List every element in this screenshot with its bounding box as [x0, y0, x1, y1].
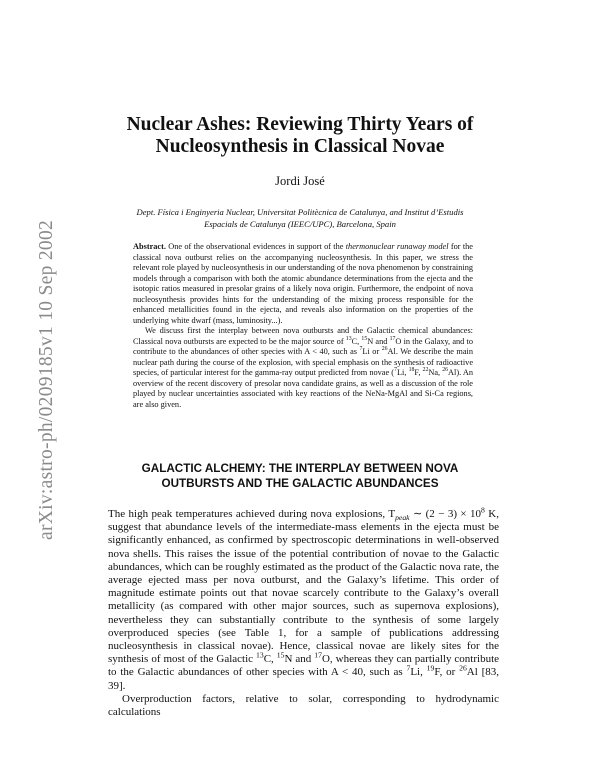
abstract-paragraph-2 — [133, 326, 473, 410]
text-run: Li or — [362, 347, 382, 356]
isotope-sup: 26 — [442, 367, 449, 374]
section-heading-line-1: GALACTIC ALCHEMY: THE INTERPLAY BETWEEN NOVA — [141, 462, 459, 475]
isotope-sup: 15 — [361, 335, 368, 342]
abstract — [133, 242, 473, 410]
emphasis: thermonuclear runaway model — [345, 242, 449, 251]
abstract-paragraph-1 — [133, 242, 473, 326]
isotope-sup: 7 — [394, 367, 397, 374]
isotope-sup: 22 — [422, 367, 429, 374]
text-run: N and — [367, 336, 390, 346]
subscript-peak: peak — [395, 513, 410, 523]
text-run: F, — [414, 368, 423, 377]
title-line-1: Nuclear Ashes: Reviewing Thirty Years of — [126, 114, 474, 135]
author-name: Jordi José — [275, 174, 325, 188]
text-run: O in the Galaxy, and to contribute to the abundances of other species with A < 40, such as — [133, 336, 473, 356]
text-run: Na, — [428, 368, 443, 377]
isotope-sup: 13 — [345, 335, 352, 342]
exponent-sup: 8 — [481, 505, 485, 515]
affiliation-line-2: Espacials de Catalunya (IEEC/UPC), Barcelona, Spain — [204, 219, 396, 229]
text-run: for the classical nova outburst relies on the accompanying nucleosynthesis. In this paper, we stress the relevant role played by nucleosynthesis in our understanding of the nova phenomenon by constraining models through a comparison with both the atomic abundance determinations from the ejecta and the isotopic ratios measured in presolar grains of a likely nova origin. Furthermore, the endpoint of nova nucleosynthesis provides hints for the understanding of the mixing process responsible for the enhanced metallicities found in the ejecta, and reveals also information on the properties of the underlying white dwarf (mass, luminosity...). — [133, 242, 473, 325]
text-run: C, — [351, 336, 362, 346]
abstract-label: Abstract. — [133, 242, 166, 251]
title-line-2: Nucleosynthesis in Classical Novae — [155, 136, 445, 157]
isotope-sup: 18 — [408, 367, 415, 374]
isotope-sup: 26 — [381, 346, 388, 353]
isotope-sup: 17 — [389, 335, 396, 342]
isotope-sup: 7 — [359, 346, 363, 353]
text-run: Li, — [410, 666, 427, 679]
text-run: K, suggest that abundance levels of the intermediate-mass elements in the ejecta must be significantly enhanced, as confirmed by spectroscopic determinations in well-observed nova shells. This raises the issue of the potential contribution of novae to the Galactic abundances, which can be roughly estimated as the product of the Galactic nova rate, the average ejected mass per nova outburst, and the Galaxy’s lifetime. This order of magnitude estimate points out that novae scarcely contribute to the Galaxy’s overall metallicity (as compared with other major sources, such as supernova explosions), nevertheless they can substantially contribute to the synthesis of some largely overproduced species (see Table 1, for a sample of publications addressing nucleosynthesis in classical novae). Hence, classical novae are likely sites for the synthesis of most of the Galactic — [108, 508, 500, 666]
body-text — [108, 505, 500, 719]
text-run: The high peak temperatures achieved during nova explosions, T — [108, 508, 396, 520]
section-heading-line-2: OUTBURSTS AND THE GALACTIC ABUNDANCES — [161, 477, 439, 490]
section-heading — [85, 461, 515, 491]
text-run: Al). An overview of the recent discovery of presolar nova candidate grains, as well as a discussion of the role played by nuclear uncertainties associated with key reactions of the NeNa-MgAl and Si-Ca regions, are also given. — [133, 368, 473, 409]
affiliation — [110, 206, 490, 230]
text-run: C, — [263, 653, 277, 666]
text-run: Al [83, 39]. — [108, 666, 499, 692]
text-run: One of the observational evidences in support of the — [168, 242, 346, 251]
text-run: Al. We describe the main nuclear path during the course of the explosion, with special emphasis on the synthesis of radioactive species, of particular interest for the gamma-ray output predicted from novae ( — [133, 347, 473, 377]
isotope-sup: 15 — [276, 650, 285, 660]
paper-title — [80, 114, 520, 158]
isotope-sup: 26 — [459, 663, 467, 673]
isotope-sup: 7 — [406, 663, 411, 673]
text-run: O, whereas they can partially contribute to the Galactic abundances of other species with A < 40, such as — [108, 653, 500, 679]
arxiv-identifier: arXiv:astro-ph/0209185v1 10 Sep 2002 — [36, 219, 57, 540]
text-run: We discuss first the interplay between nova outbursts and the Galactic chemical abundances: Classical nova outbursts are expected to be the major source of — [133, 326, 473, 346]
isotope-sup: 17 — [314, 650, 322, 660]
text-run: ∼ (2 − 3) × 10 — [409, 508, 482, 520]
affiliation-line-1: Dept. Física i Enginyeria Nuclear, Universitat Politècnica de Catalunya, and Institut d’Estudis — [136, 207, 464, 217]
text-run: F, or — [434, 666, 460, 679]
body-paragraph-2: Overproduction factors, relative to solar, corresponding to hydrodynamic calculations — [108, 692, 499, 719]
body-paragraph-1 — [108, 505, 500, 693]
isotope-sup: 13 — [256, 650, 264, 660]
isotope-sup: 19 — [426, 663, 435, 673]
text-run: Li, — [396, 368, 409, 377]
text-run: N and — [284, 653, 315, 666]
